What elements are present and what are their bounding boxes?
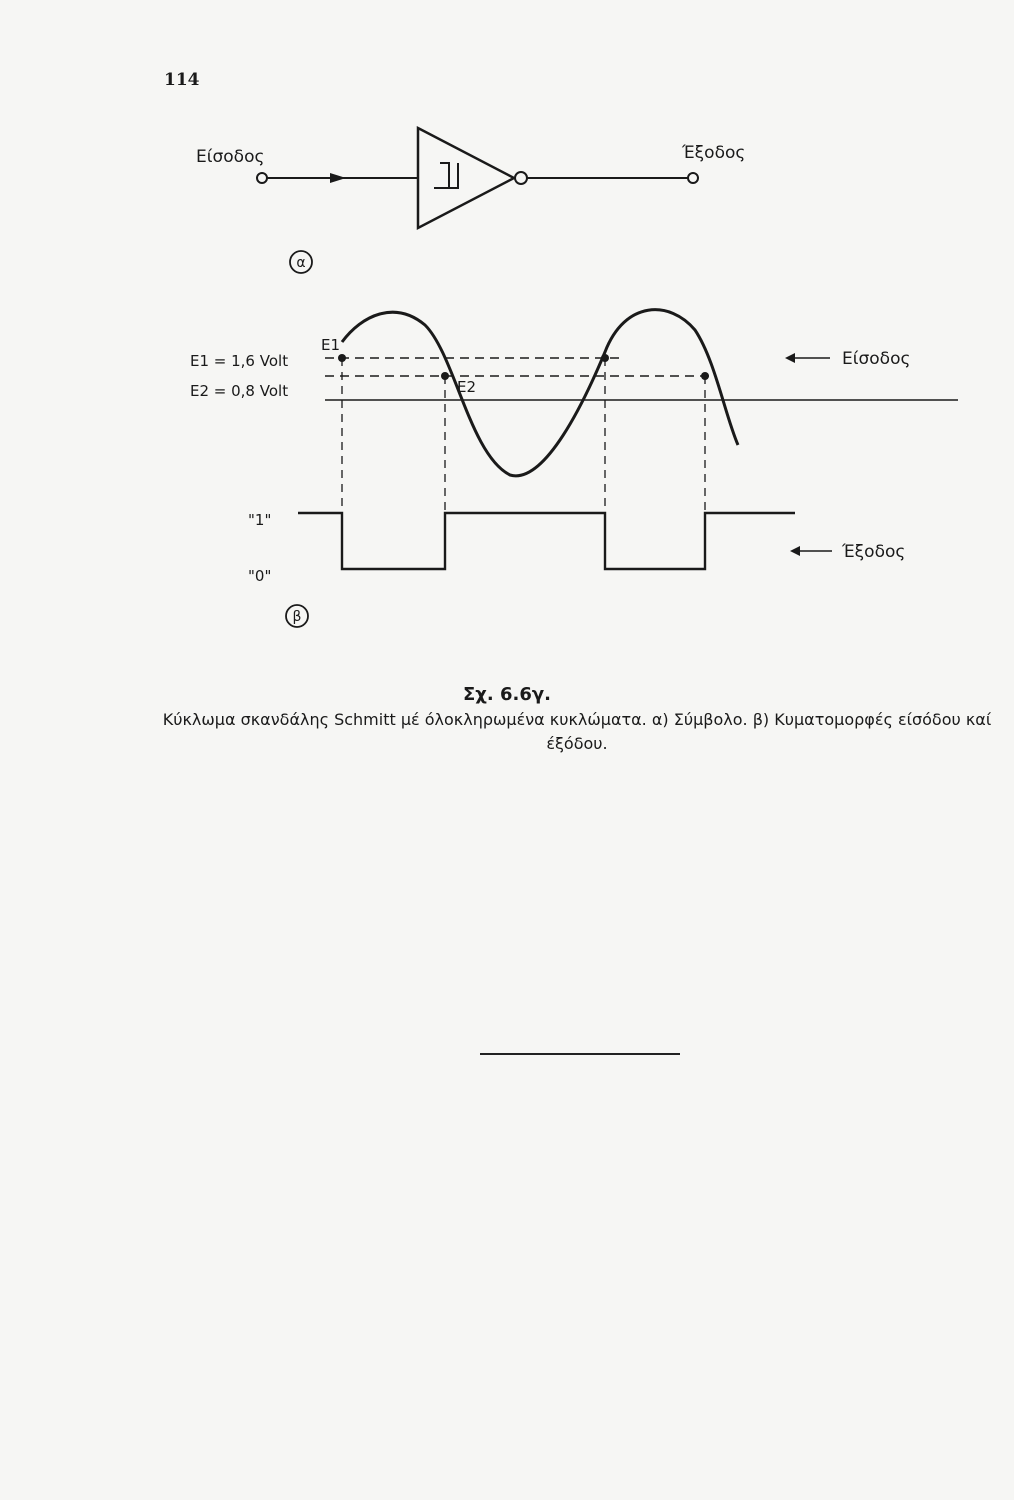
input-arrow-icon — [330, 173, 346, 183]
waveform-output-label: Έξοδος — [842, 542, 906, 562]
threshold-e2-label: E2 = 0,8 Volt — [190, 382, 289, 400]
output-terminal — [688, 173, 698, 183]
input-pointer-arrow-icon — [785, 353, 795, 363]
schmitt-symbol-panel — [196, 128, 745, 273]
panel-b-label: β — [292, 609, 302, 625]
schmitt-trigger-figure — [0, 0, 1014, 680]
level-high-label: "1" — [248, 511, 272, 529]
page-number: 114 — [164, 70, 200, 90]
inverter-bubble — [515, 172, 527, 184]
output-square-wave — [298, 513, 795, 569]
waveform-input-label: Είσοδος — [842, 349, 911, 369]
input-terminal — [257, 173, 267, 183]
panel-a-label: α — [296, 255, 306, 271]
waveform-panel — [190, 310, 958, 627]
output-pointer-arrow-icon — [790, 546, 800, 556]
buffer-triangle — [418, 128, 514, 228]
hysteresis-icon — [434, 163, 458, 188]
level-low-label: "0" — [248, 567, 272, 585]
symbol-output-label: Έξοδος — [682, 143, 746, 163]
threshold-e1-label: E1 = 1,6 Volt — [190, 352, 289, 370]
e2-marker: E2 — [457, 378, 477, 396]
symbol-input-label: Είσοδος — [196, 147, 265, 167]
figure-caption-number: Σχ. 6.6γ. — [463, 684, 551, 705]
input-sine-wave — [342, 310, 738, 476]
e1-marker: E1 — [321, 336, 341, 354]
figure-caption-text: Κύκλωμα σκανδάλης Schmitt μέ όλοκληρωμένα κυκλώματα. α) Σύμβολο. β) Κυματομορφές είσόδου καί έξόδου. — [162, 710, 992, 753]
section-divider — [480, 1053, 680, 1055]
